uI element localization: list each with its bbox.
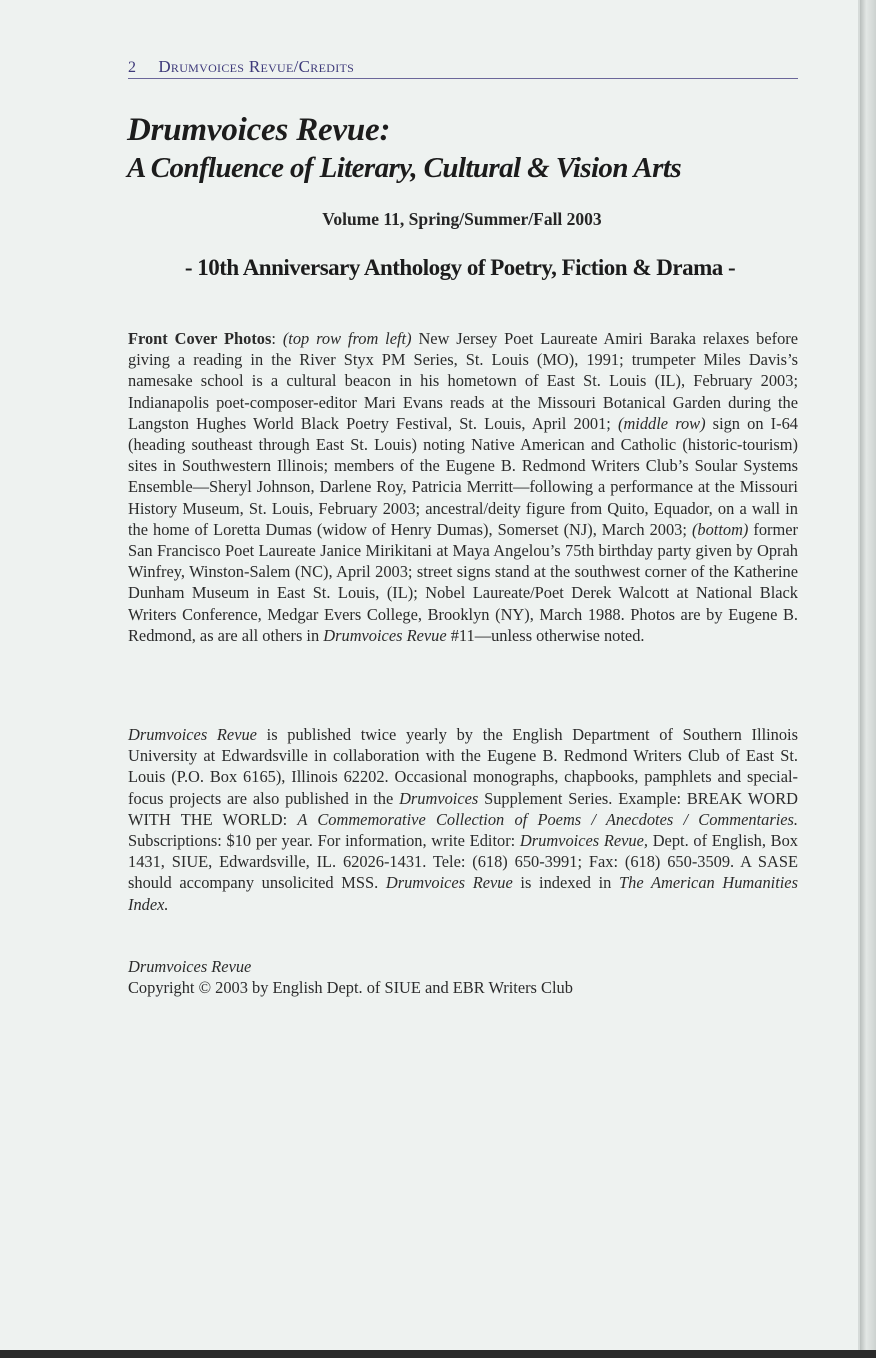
top-row-note: (top row from left) <box>282 329 412 348</box>
publication-text-1: is published twice yearly by the English Department of Southern Illinois University at Edwardsville in collaboration with the Eugene B. Redmond Writers Club of East St. Louis (P.O. Box 6165), Illinois 62202. Occasional monographs, chapbooks, pamphlets and special-focus projects are also published in the <box>128 725 798 808</box>
publication-text-5: is indexed in <box>512 873 620 893</box>
scan-bottom-edge <box>0 1350 876 1358</box>
publication-text-3: Subscriptions: $10 per year. For information, write Editor: <box>128 831 520 851</box>
anniversary-line: - 10th Anniversary Anthology of Poetry, Fiction & Drama - <box>184 255 736 280</box>
journal-title: Drumvoices Revue: <box>127 112 391 148</box>
copyright-line: Copyright © 2003 by English Dept. of SIUE and EBR Writers Club <box>128 978 573 998</box>
cover-photos-text-2: sign on I-64 (heading southeast through East St. Louis) noting Native American and Catholic (historic-tourism) sites in Southwestern Illinois; members of the Eugene B. Redmond Writers Club’s Soular Systems Ensemble—Sheryl Johnson, Darlene Roy, Patricia Merritt—following a performance at the Missouri History Museum, St. Louis, February 2003; ancestral/deity figure from Quito, Equador, on a wall in the home of Loretta Dumas (widow of Henry Dumas), Somerset (NJ), March 2003; <box>128 413 798 539</box>
cover-photos-text-3: former San Francisco Poet Laureate Janice Mirikitani at Maya Angelou’s 75th birthday party given by Oprah Winfrey, Winston-Salem (NC), April 2003; street signs stand at the southwest corner of the Katherine Dunham Museum in East St. Louis, (IL); Nobel Laureate/Poet Derek Walcott at National Black Writers Conference, Medgar Evers College, Brooklyn (NY), March 1988. Photos are by Eugene B. Redmond, as are all others in <box>128 519 798 645</box>
publication-paragraph <box>128 724 798 915</box>
copyright-block <box>128 956 798 998</box>
publication-journal: Drumvoices Revue <box>128 725 257 744</box>
publication-text-4: Dept. of English, Box 1431, SIUE, Edwardsville, IL. 62026-1431. Tele: (618) 650-3991; Fax: (618) 650-3509. A SASE should accompany unsolicited MSS. <box>128 831 798 893</box>
cover-photos-colon: : <box>271 329 283 348</box>
page-number: 2 <box>128 59 137 76</box>
indexed-journal: Drumvoices Revue <box>385 873 513 893</box>
cover-photos-journal: Drumvoices Revue <box>323 625 447 645</box>
cover-photos-text-1: New Jersey Poet Laureate Amiri Baraka relaxes before giving a reading in the River Styx PM Series, St. Louis (MO), 1991; trumpeter Miles Davis’s namesake school is a cultural beacon in his hometown of East St. Louis (IL), February 2003; Indianapolis poet-composer-editor Mari Evans reads at the Missouri Botanical Garden during the Langston Hughes World Black Poetry Festival, St. Louis, April 2001; <box>128 329 799 433</box>
cover-photos-paragraph <box>128 328 798 646</box>
collection-title: A Commemorative Collection of Poems / Anecdotes / Commentaries. <box>297 809 798 829</box>
humanities-index: The American Humanities Index. <box>128 873 798 914</box>
book-spine-edge <box>860 0 876 1358</box>
bottom-row-note: (bottom) <box>691 519 749 539</box>
cover-photos-text-4: #11—unless otherwise noted. <box>446 625 645 645</box>
middle-row-note: (middle row) <box>617 413 706 433</box>
cover-photos-label: Front Cover Photos <box>128 329 272 348</box>
running-head <box>128 57 798 79</box>
journal-subtitle: A Confluence of Literary, Cultural & Vision Arts <box>127 152 682 184</box>
supplement-series-name: Drumvoices <box>399 788 479 808</box>
copyright-journal: Drumvoices Revue <box>128 957 252 976</box>
publication-text-2: Supplement Series. Example: BREAK WORD WITH THE WORLD: <box>128 788 798 829</box>
running-title: Drumvoices Revue/Credits <box>158 57 355 76</box>
editor-journal: Drumvoices Revue, <box>519 831 648 851</box>
volume-line: Volume 11, Spring/Summer/Fall 2003 <box>322 209 602 229</box>
